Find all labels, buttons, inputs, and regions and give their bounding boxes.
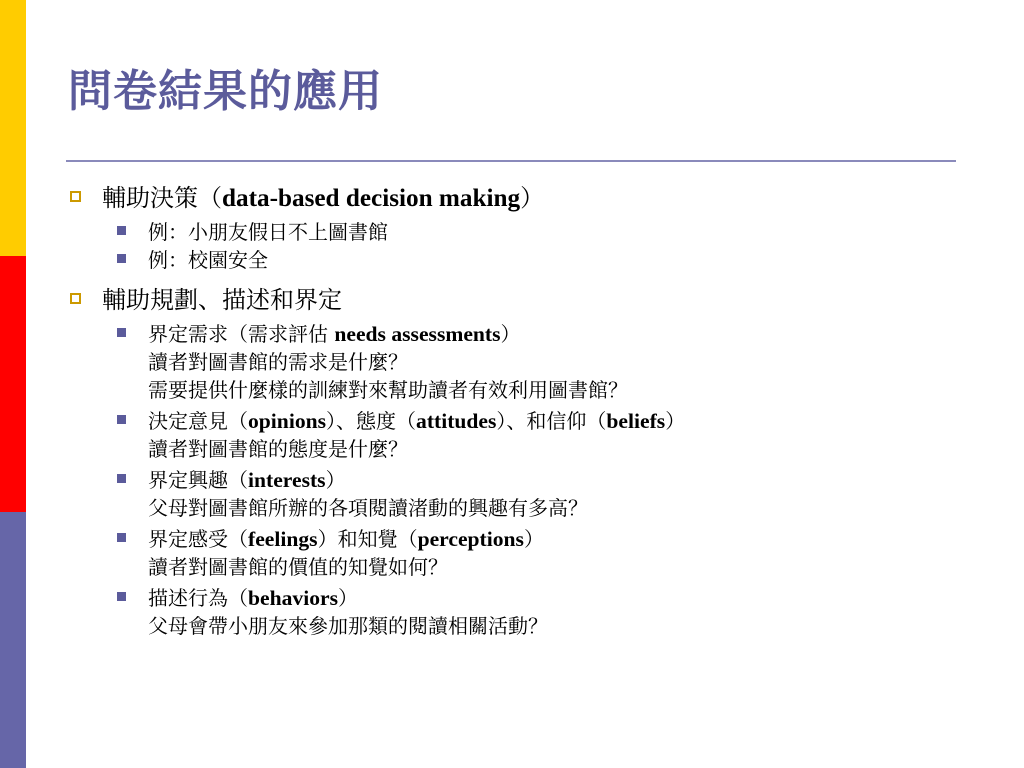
heading-zh: 決定意見（	[148, 409, 248, 433]
left-bar-yellow-segment	[0, 0, 26, 256]
heading-en: interests	[248, 468, 326, 492]
sub-bullet-heading	[148, 407, 966, 435]
heading-en: feelings	[248, 527, 318, 551]
heading-en: opinions	[248, 409, 327, 433]
sub-bullet-example-weekend	[66, 218, 966, 246]
heading-tail: ）	[523, 527, 544, 551]
sub-bullet-text: 例：校園安全	[148, 248, 268, 272]
slide-body	[66, 178, 966, 640]
heading-zh: ）和知覺（	[317, 527, 418, 551]
sub-bullet-text: 讀者對圖書館的價值的知覺如何？	[148, 555, 448, 579]
heading-en: perceptions	[417, 527, 524, 551]
filled-square-bullet-icon	[117, 474, 126, 483]
item-label-zh: 輔助決策（	[102, 184, 222, 212]
sub-bullet-text: 讀者對圖書館的需求是什麼？	[148, 350, 408, 374]
slide-title: 問卷結果的應用	[68, 66, 383, 117]
sub-bullet-text: 需要提供什麼樣的訓練對來幫助讀者有效利用圖書館？	[148, 378, 628, 402]
sub-bullet-text: 父母會帶小朋友來參加那類的閱讀相關活動？	[148, 614, 548, 638]
item-label-zh: 輔助規劃、描述和界定	[102, 286, 342, 314]
sub-bullet-heading	[148, 466, 966, 494]
item-label-en: data-based decision making	[222, 185, 521, 212]
item-label-tail: ）	[520, 184, 545, 212]
heading-zh: 界定需求（需求評估	[148, 322, 335, 346]
heading-tail: ）	[337, 586, 358, 610]
sub-bullet-feelings	[66, 525, 966, 581]
heading-zh: 界定興趣（	[148, 468, 248, 492]
heading-zh: ）、和信仰（	[496, 409, 607, 433]
filled-square-bullet-icon	[117, 592, 126, 601]
sub-bullet-needs	[66, 320, 966, 404]
sub-bullet-text: 父母對圖書館所辦的各項閱讀渚動的興趣有多高？	[148, 496, 588, 520]
heading-tail: ）	[500, 322, 521, 346]
heading-en: attitudes	[416, 409, 497, 433]
heading-en: needs assessments	[334, 322, 501, 346]
heading-en: beliefs	[606, 409, 666, 433]
bullet-item-decision-support	[66, 178, 966, 218]
heading-zh: 描述行為（	[148, 586, 248, 610]
sub-bullet-heading	[148, 584, 966, 612]
sub-bullet-behaviors	[66, 584, 966, 640]
heading-tail: ）	[665, 409, 686, 433]
hollow-square-bullet-icon	[70, 191, 81, 202]
heading-zh: ）、態度（	[326, 409, 417, 433]
heading-zh: 界定感受（	[148, 527, 248, 551]
sub-bullet-heading	[148, 525, 966, 553]
filled-square-bullet-icon	[117, 328, 126, 337]
heading-tail: ）	[325, 468, 346, 492]
sub-bullet-text: 例：小朋友假日不上圖書館	[148, 220, 388, 244]
left-bar-blue-segment	[0, 512, 26, 768]
sub-bullet-heading	[148, 320, 966, 348]
filled-square-bullet-icon	[117, 226, 126, 235]
hollow-square-bullet-icon	[70, 293, 81, 304]
sub-bullet-text: 讀者對圖書館的態度是什麼？	[148, 437, 408, 461]
filled-square-bullet-icon	[117, 533, 126, 542]
sub-bullet-opinions	[66, 407, 966, 463]
title-divider	[66, 160, 956, 162]
left-color-bar	[0, 0, 26, 768]
bullet-item-planning	[66, 280, 966, 320]
left-bar-red-segment	[0, 256, 26, 512]
sub-bullet-interests	[66, 466, 966, 522]
filled-square-bullet-icon	[117, 415, 126, 424]
heading-en: behaviors	[248, 586, 338, 610]
filled-square-bullet-icon	[117, 254, 126, 263]
sub-bullet-example-campus	[66, 246, 966, 274]
